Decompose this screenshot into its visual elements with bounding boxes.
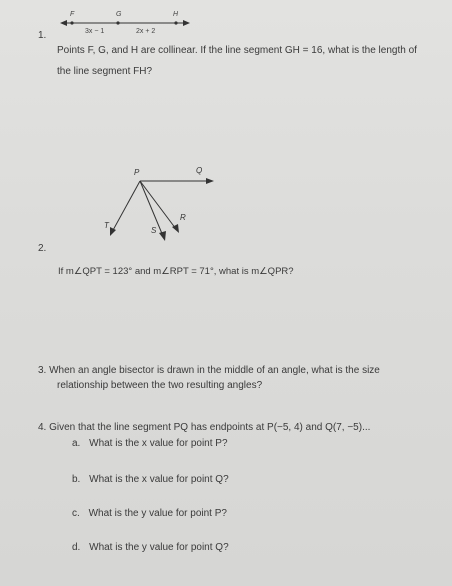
q4-part-a bbox=[72, 436, 228, 451]
q4-part-c bbox=[72, 506, 227, 521]
part-label: b. bbox=[72, 474, 81, 485]
q1-number: 1. bbox=[38, 30, 47, 41]
part-text: What is the y value for point Q? bbox=[89, 542, 229, 553]
label-f: F bbox=[70, 11, 75, 18]
part-text: What is the x value for point P? bbox=[89, 438, 228, 449]
label-g: G bbox=[116, 11, 122, 18]
q-arrowhead bbox=[206, 178, 214, 184]
q4-stem: 4. Given that the line segment PQ has endpoints at P(−5, 4) and Q(7, −5)... bbox=[38, 422, 371, 433]
label-h: H bbox=[173, 11, 179, 18]
q3-text-line1: 3. When an angle bisector is drawn in the middle of an angle, what is the size bbox=[38, 365, 380, 376]
label-r: R bbox=[180, 213, 186, 222]
segment-gh-expr: 2x + 2 bbox=[136, 28, 156, 35]
part-label: d. bbox=[72, 542, 81, 553]
label-q: Q bbox=[196, 166, 203, 175]
q2-number: 2. bbox=[38, 243, 47, 254]
q4-part-b bbox=[72, 472, 229, 487]
q1-text-line1: Points F, G, and H are collinear. If the line segment GH = 16, what is the length of bbox=[57, 45, 417, 56]
label-p: P bbox=[134, 168, 140, 177]
label-t: T bbox=[104, 221, 109, 230]
q3-text-line2: relationship between the two resulting angles? bbox=[57, 380, 263, 391]
part-label: a. bbox=[72, 438, 81, 449]
label-s: S bbox=[151, 226, 157, 235]
segment-fg-expr: 3x − 1 bbox=[85, 28, 105, 35]
part-label: c. bbox=[72, 508, 80, 519]
q1-text-line2: the line segment FH? bbox=[57, 66, 153, 77]
s-arrowhead bbox=[159, 231, 166, 241]
part-text: What is the x value for point Q? bbox=[89, 474, 229, 485]
part-text: What is the y value for point P? bbox=[88, 508, 227, 519]
t-arrowhead bbox=[110, 227, 116, 236]
q2-text: If m∠QPT = 123° and m∠RPT = 71°, what is m∠QPR? bbox=[58, 266, 294, 277]
q4-part-d bbox=[72, 540, 229, 555]
